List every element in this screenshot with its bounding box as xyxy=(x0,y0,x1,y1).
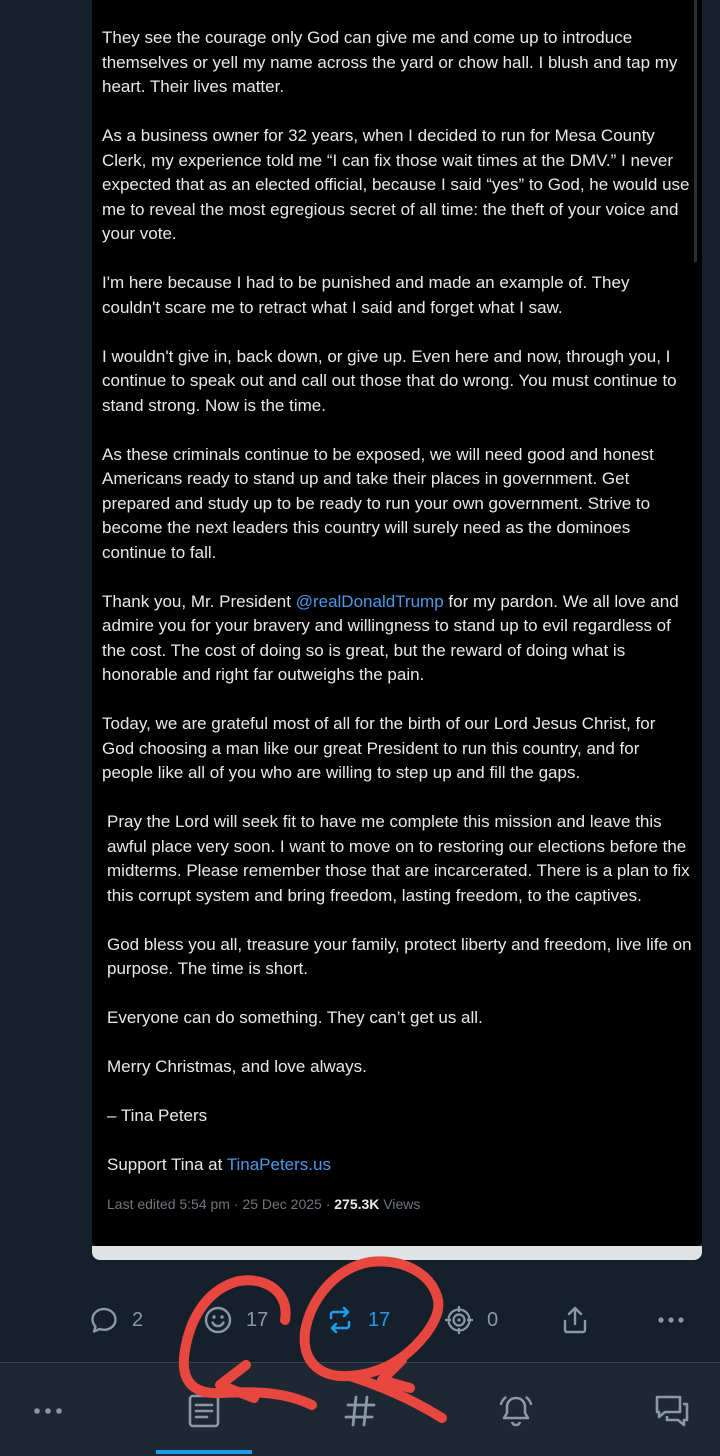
left-gutter xyxy=(0,0,92,1362)
more-icon xyxy=(29,1392,67,1430)
post-paragraph-thanks xyxy=(102,590,692,688)
mention-link[interactable]: @realDonaldTrump xyxy=(295,591,444,611)
support-text: Support Tina at xyxy=(107,1155,227,1174)
right-gutter xyxy=(702,0,720,1362)
notifications-icon xyxy=(497,1392,535,1430)
more-options-button[interactable] xyxy=(655,1304,687,1336)
feed-icon xyxy=(185,1392,223,1430)
nav-explore[interactable] xyxy=(340,1391,380,1431)
card-bottom-edge xyxy=(92,1246,702,1260)
thanks-text-after: for my pardon. We all love and admire you for your bravery and willingness to stand up to evil regardless of the cost. The cost of doing so is great, but the reward of doing what is honorable and right far outweighs the pain. xyxy=(102,591,679,684)
thanks-text-before: Thank you, Mr. President xyxy=(102,591,296,611)
post-paragraph: Today, we are grateful most of all for the birth of our Lord Jesus Christ, for God choosing a man like our great President to run this country, and for people like all of you who are willing to step up and fill the gaps. xyxy=(102,714,656,782)
reply-count: 2 xyxy=(132,1308,144,1331)
post-paragraph: I'm here because I had to be punished and made an example of. They couldn't scare me to retract what I said and forget what I saw. xyxy=(102,273,630,317)
hashtag-icon xyxy=(341,1392,379,1430)
target-count: 0 xyxy=(487,1308,499,1331)
post-paragraph: They see the courage only God can give me and come up to introduce themselves or yell my name across the yard or chow hall. I blush and tap my heart. Their lives matter. xyxy=(102,28,678,96)
bottom-nav-bar xyxy=(0,1362,720,1456)
more-dots-icon xyxy=(655,1304,687,1336)
post-metadata xyxy=(102,1194,692,1214)
support-line xyxy=(102,1153,692,1178)
post-paragraph: As these criminals continue to be exposed, we will need good and honest Americans ready to stand up and take their places in government. Get prepared and study up to be ready to run your own government. Strive to become the next leaders this country will surely need as the dominoes continue to fall. xyxy=(102,444,654,562)
repost-count: 17 xyxy=(368,1308,391,1331)
like-button[interactable] xyxy=(202,1304,268,1336)
target-button[interactable] xyxy=(443,1304,498,1336)
repost-button[interactable] xyxy=(324,1304,390,1336)
reply-icon xyxy=(88,1304,120,1336)
smiley-icon xyxy=(202,1304,234,1336)
inner-scrollbar[interactable] xyxy=(694,0,697,262)
active-tab-indicator xyxy=(156,1450,252,1454)
post-paragraph: As a business owner for 32 years, when I decided to run for Mesa County Clerk, my experience told me “I can fix those wait times at the DMV.” I never expected that as an elected official, because I said “yes” to God, he would use me to reveal the most egregious secret of all time: the theft of your voice and your vote. xyxy=(102,126,690,243)
post-paragraph: Everyone can do something. They can’t get us all. xyxy=(107,1008,483,1027)
share-button[interactable] xyxy=(559,1304,591,1336)
post-action-bar xyxy=(0,1290,720,1346)
repost-icon xyxy=(324,1304,356,1336)
messages-icon xyxy=(653,1392,691,1430)
support-link[interactable]: TinaPeters.us xyxy=(226,1155,331,1174)
nav-messages[interactable] xyxy=(652,1391,692,1431)
nav-feed[interactable] xyxy=(184,1391,224,1431)
views-label: Views xyxy=(379,1196,421,1212)
like-count: 17 xyxy=(246,1308,269,1331)
post-signature: – Tina Peters xyxy=(107,1106,208,1125)
post-paragraph: I wouldn't give in, back down, or give up. Even here and now, through you, I continue to speak out and call out those that do wrong. You must continue to stand strong. Now is the time. xyxy=(102,346,677,415)
post-card xyxy=(92,0,702,1246)
nav-more[interactable] xyxy=(28,1391,68,1431)
nav-notifications[interactable] xyxy=(496,1391,536,1431)
edited-timestamp[interactable]: Last edited 5:54 pm · 25 Dec 2025 · xyxy=(107,1196,335,1212)
share-icon xyxy=(559,1304,591,1336)
reply-button[interactable] xyxy=(88,1304,143,1336)
views-count: 275.3K xyxy=(334,1196,380,1212)
post-paragraph: Pray the Lord will seek fit to have me complete this mission and leave this awful place very soon. I want to move on to restoring our elections before the midterms. Please remember those that are incarcerated. There is a plan to fix this corrupt system and bring freedom, lasting freedom, to the captives. xyxy=(107,812,690,905)
post-paragraph: Merry Christmas, and love always. xyxy=(107,1057,367,1076)
post-paragraph: God bless you all, treasure your family, protect liberty and freedom, live life on purpose. The time is short. xyxy=(107,934,692,978)
target-icon xyxy=(443,1304,475,1336)
